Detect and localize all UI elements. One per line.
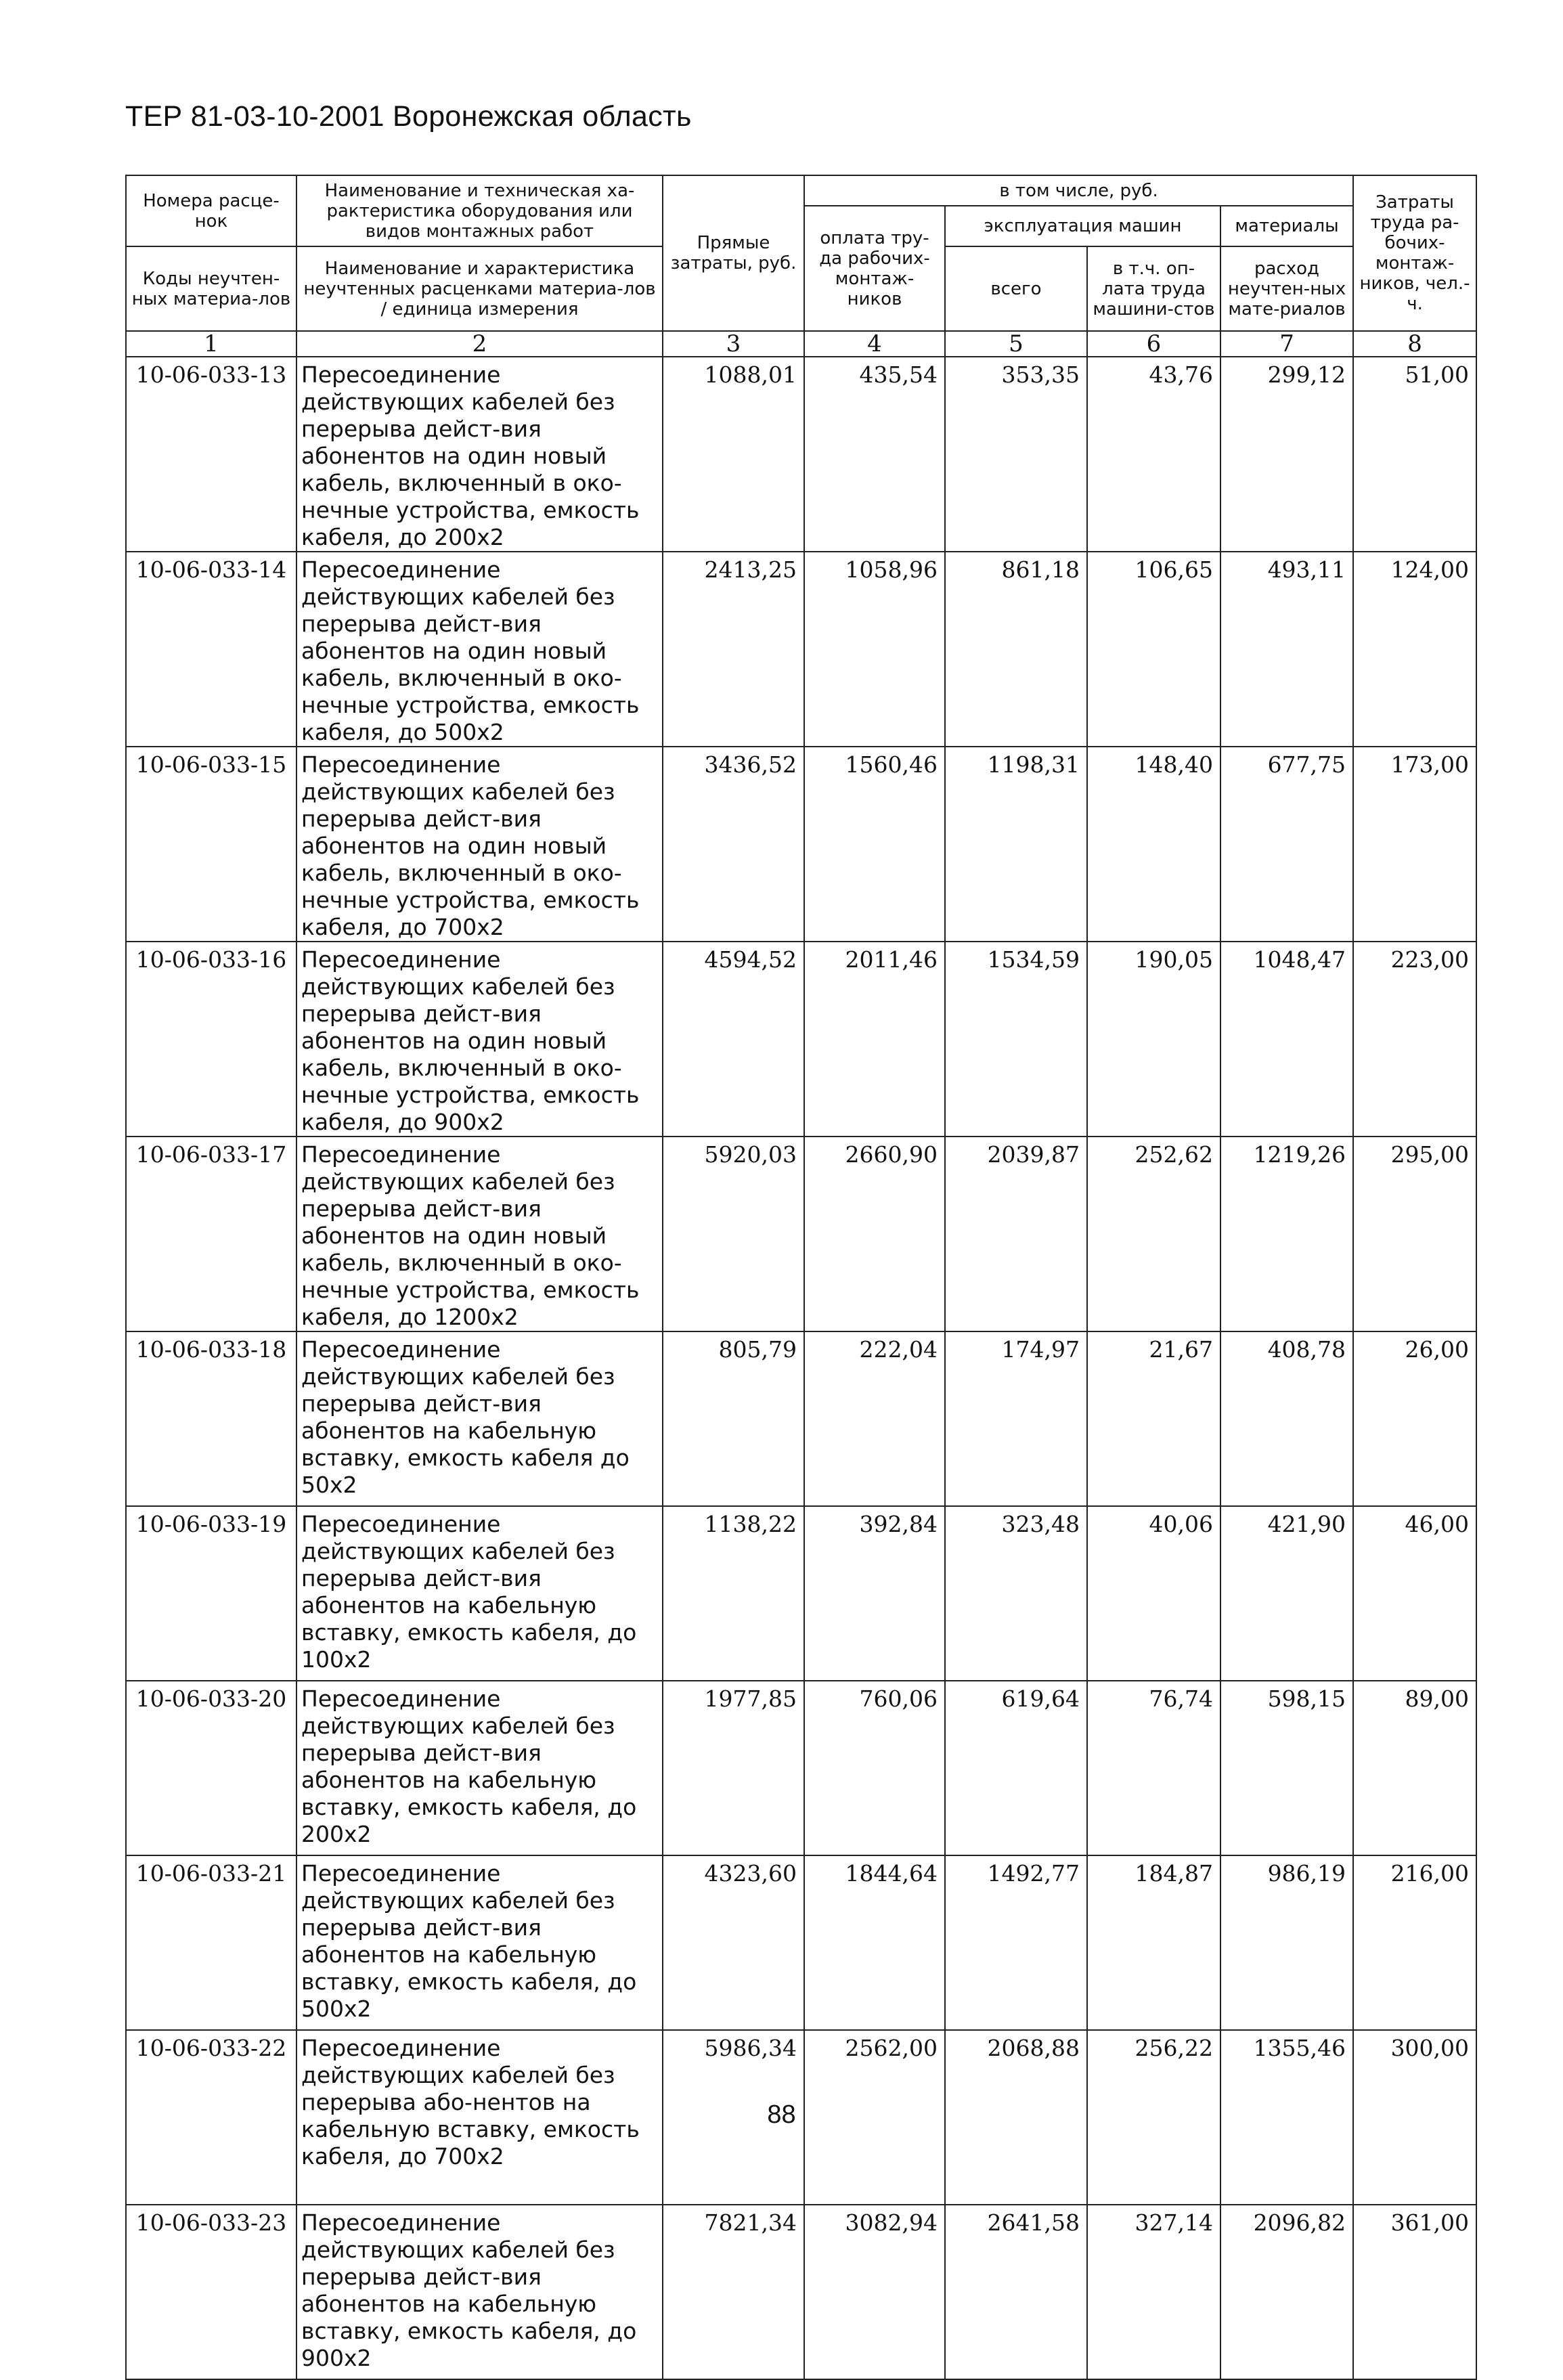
direct-costs-value: 5986,34: [663, 2030, 804, 2205]
work-description: Пересоединение действующих кабелей без перерыва дейст-вия абонентов на один новый кабель, включенный в око-нечные устройства, емкость кабеля, до 900x2: [296, 942, 663, 1137]
rate-code: 10-06-033-14: [126, 552, 296, 747]
header-including: в том числе, руб.: [804, 175, 1353, 206]
header-material-codes: Коды неучтен-ных материа-лов: [126, 246, 296, 331]
table-row: [126, 1331, 1476, 1506]
materials-value: 1219,26: [1220, 1137, 1353, 1331]
table-row: [126, 1506, 1476, 1681]
work-description: Пересоединение действующих кабелей без перерыва дейст-вия абонентов на кабельную вставку, емкость кабеля, до 200x2: [296, 1681, 663, 1855]
labor-hours-value: 26,00: [1353, 1331, 1476, 1506]
machinist-pay-value: 76,74: [1087, 1681, 1220, 1855]
rate-code: 10-06-033-22: [126, 2030, 296, 2205]
materials-value: 1048,47: [1220, 942, 1353, 1137]
column-number: 3: [663, 331, 804, 357]
machines-total-value: 1198,31: [945, 747, 1087, 942]
header-machine-operation: эксплуатация машин: [945, 206, 1220, 246]
materials-value: 408,78: [1220, 1331, 1353, 1506]
labor-hours-value: 216,00: [1353, 1855, 1476, 2030]
work-description: Пересоединение действующих кабелей без перерыва або-нентов на кабельную вставку, емкость кабеля, до 700x2: [296, 2030, 663, 2205]
header-direct-costs: Прямые затраты, руб.: [663, 175, 804, 331]
labor-pay-value: 1560,46: [804, 747, 945, 942]
labor-hours-value: 300,00: [1353, 2030, 1476, 2205]
direct-costs-value: 1088,01: [663, 357, 804, 552]
materials-value: 299,12: [1220, 357, 1353, 552]
labor-pay-value: 1844,64: [804, 1855, 945, 2030]
column-number: 7: [1220, 331, 1353, 357]
header-machines-total: всего: [945, 246, 1087, 331]
work-description: Пересоединение действующих кабелей без перерыва дейст-вия абонентов на кабельную вставку, емкость кабеля, до 900x2: [296, 2205, 663, 2379]
machines-total-value: 1492,77: [945, 1855, 1087, 2030]
machines-total-value: 323,48: [945, 1506, 1087, 1681]
rate-code: 10-06-033-13: [126, 357, 296, 552]
materials-value: 493,11: [1220, 552, 1353, 747]
machinist-pay-value: 148,40: [1087, 747, 1220, 942]
labor-hours-value: 46,00: [1353, 1506, 1476, 1681]
work-description: Пересоединение действующих кабелей без перерыва дейст-вия абонентов на один новый кабель, включенный в око-нечные устройства, емкость кабеля, до 500x2: [296, 552, 663, 747]
column-number-row: [126, 331, 1476, 357]
materials-value: 986,19: [1220, 1855, 1353, 2030]
labor-hours-value: 124,00: [1353, 552, 1476, 747]
header-labor-pay: оплата тру-да рабочих-монтаж-ников: [804, 206, 945, 331]
column-number: 5: [945, 331, 1087, 357]
direct-costs-value: 2413,25: [663, 552, 804, 747]
work-description: Пересоединение действующих кабелей без перерыва дейст-вия абонентов на один новый кабель, включенный в око-нечные устройства, емкость кабеля, до 200x2: [296, 357, 663, 552]
table-row: [126, 747, 1476, 942]
direct-costs-value: 3436,52: [663, 747, 804, 942]
rate-code: 10-06-033-19: [126, 1506, 296, 1681]
header-materials: материалы: [1220, 206, 1353, 246]
page-title: ТЕР 81-03-10-2001 Воронежская область: [125, 100, 692, 133]
machinist-pay-value: 43,76: [1087, 357, 1220, 552]
direct-costs-value: 5920,03: [663, 1137, 804, 1331]
labor-pay-value: 760,06: [804, 1681, 945, 1855]
column-number: 8: [1353, 331, 1476, 357]
header-machinist-pay: в т.ч. оп-лата труда машини-стов: [1087, 246, 1220, 331]
materials-value: 677,75: [1220, 747, 1353, 942]
labor-pay-value: 392,84: [804, 1506, 945, 1681]
rate-code: 10-06-033-18: [126, 1331, 296, 1506]
page-number: 88: [767, 2100, 796, 2129]
machinist-pay-value: 184,87: [1087, 1855, 1220, 2030]
table-row: [126, 1137, 1476, 1331]
machinist-pay-value: 327,14: [1087, 2205, 1220, 2379]
table-row: [126, 942, 1476, 1137]
materials-value: 421,90: [1220, 1506, 1353, 1681]
work-description: Пересоединение действующих кабелей без перерыва дейст-вия абонентов на один новый кабель, включенный в око-нечные устройства, емкость кабеля, до 700x2: [296, 747, 663, 942]
direct-costs-value: 4323,60: [663, 1855, 804, 2030]
machines-total-value: 619,64: [945, 1681, 1087, 1855]
table-row: [126, 2205, 1476, 2379]
header-work-name: Наименование и техническая ха-рактеристика оборудования или видов монтажных работ: [296, 175, 663, 246]
machinist-pay-value: 256,22: [1087, 2030, 1220, 2205]
labor-hours-value: 361,00: [1353, 2205, 1476, 2379]
labor-hours-value: 89,00: [1353, 1681, 1476, 1855]
labor-hours-value: 223,00: [1353, 942, 1476, 1137]
labor-pay-value: 2011,46: [804, 942, 945, 1137]
rate-code: 10-06-033-20: [126, 1681, 296, 1855]
column-number: 4: [804, 331, 945, 357]
direct-costs-value: 4594,52: [663, 942, 804, 1137]
direct-costs-value: 1138,22: [663, 1506, 804, 1681]
table-row: [126, 1855, 1476, 2030]
work-description: Пересоединение действующих кабелей без перерыва дейст-вия абонентов на кабельную вставку, емкость кабеля, до 500x2: [296, 1855, 663, 2030]
machinist-pay-value: 106,65: [1087, 552, 1220, 747]
machines-total-value: 2039,87: [945, 1137, 1087, 1331]
header-labor-hours: Затраты труда ра-бочих-монтаж-ников, чел.-ч.: [1353, 175, 1476, 331]
header-material-name: Наименование и характеристика неучтенных расценками материа-лов / единица измерения: [296, 246, 663, 331]
direct-costs-value: 805,79: [663, 1331, 804, 1506]
labor-pay-value: 2562,00: [804, 2030, 945, 2205]
labor-hours-value: 173,00: [1353, 747, 1476, 942]
machines-total-value: 174,97: [945, 1331, 1087, 1506]
tariff-table: [125, 175, 1477, 2380]
rate-code: 10-06-033-17: [126, 1137, 296, 1331]
work-description: Пересоединение действующих кабелей без перерыва дейст-вия абонентов на кабельную вставку, емкость кабеля, до 100x2: [296, 1506, 663, 1681]
column-number: 2: [296, 331, 663, 357]
rate-code: 10-06-033-15: [126, 747, 296, 942]
labor-pay-value: 435,54: [804, 357, 945, 552]
labor-pay-value: 1058,96: [804, 552, 945, 747]
table-row: [126, 1681, 1476, 1855]
materials-value: 2096,82: [1220, 2205, 1353, 2379]
machines-total-value: 2068,88: [945, 2030, 1087, 2205]
column-number: 1: [126, 331, 296, 357]
labor-pay-value: 222,04: [804, 1331, 945, 1506]
materials-value: 1355,46: [1220, 2030, 1353, 2205]
machines-total-value: 2641,58: [945, 2205, 1087, 2379]
machinist-pay-value: 21,67: [1087, 1331, 1220, 1506]
labor-pay-value: 2660,90: [804, 1137, 945, 1331]
table-row: [126, 552, 1476, 747]
rate-code: 10-06-033-23: [126, 2205, 296, 2379]
machinist-pay-value: 40,06: [1087, 1506, 1220, 1681]
machines-total-value: 1534,59: [945, 942, 1087, 1137]
column-number: 6: [1087, 331, 1220, 357]
labor-hours-value: 295,00: [1353, 1137, 1476, 1331]
machinist-pay-value: 252,62: [1087, 1137, 1220, 1331]
labor-hours-value: 51,00: [1353, 357, 1476, 552]
header-unaccounted-materials: расход неучтен-ных мате-риалов: [1220, 246, 1353, 331]
labor-pay-value: 3082,94: [804, 2205, 945, 2379]
table-row: [126, 357, 1476, 552]
rate-code: 10-06-033-16: [126, 942, 296, 1137]
work-description: Пересоединение действующих кабелей без перерыва дейст-вия абонентов на один новый кабель, включенный в око-нечные устройства, емкость кабеля, до 1200x2: [296, 1137, 663, 1331]
machines-total-value: 861,18: [945, 552, 1087, 747]
machinist-pay-value: 190,05: [1087, 942, 1220, 1137]
materials-value: 598,15: [1220, 1681, 1353, 1855]
work-description: Пересоединение действующих кабелей без перерыва дейст-вия абонентов на кабельную вставку, емкость кабеля до 50x2: [296, 1331, 663, 1506]
direct-costs-value: 1977,85: [663, 1681, 804, 1855]
header-rate-numbers: Номера расце-нок: [126, 175, 296, 246]
rate-code: 10-06-033-21: [126, 1855, 296, 2030]
direct-costs-value: 7821,34: [663, 2205, 804, 2379]
machines-total-value: 353,35: [945, 357, 1087, 552]
